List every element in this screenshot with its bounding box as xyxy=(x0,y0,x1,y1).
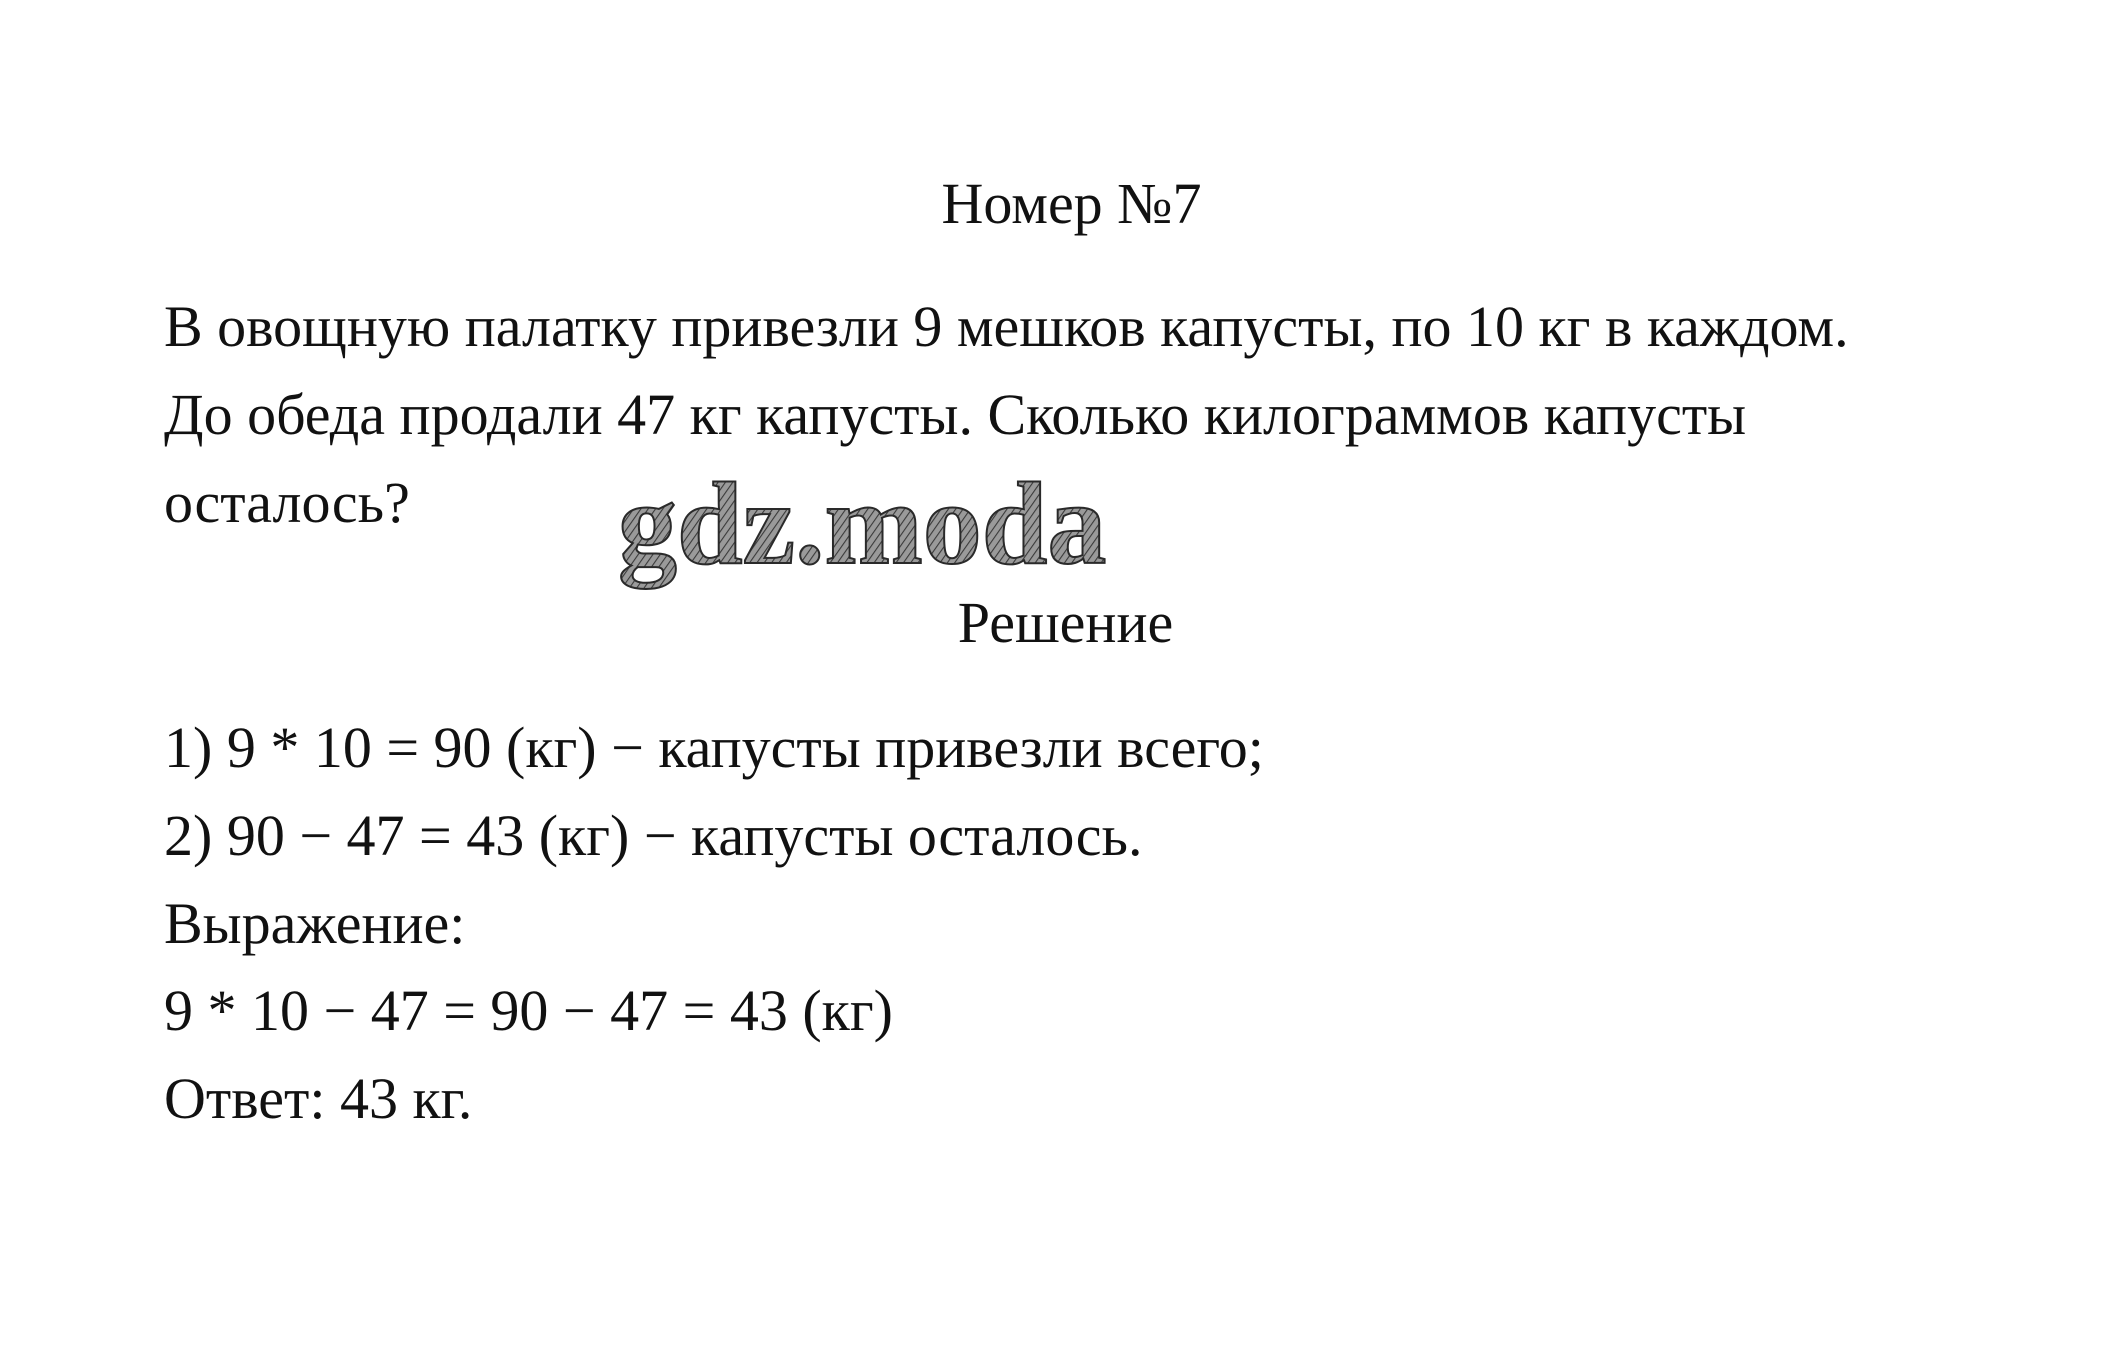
watermark-logo xyxy=(612,455,1232,605)
problem-text-line-3: осталось? xyxy=(164,470,410,535)
problem-title: Номер №7 xyxy=(941,171,1202,236)
problem-text-line-1: В овощную палатку привезли 9 мешков капусты, по 10 кг в каждом. xyxy=(164,294,1849,359)
watermark-text: gdz.moda xyxy=(618,458,1107,589)
expression: 9 * 10 − 47 = 90 − 47 = 43 (кг) xyxy=(164,978,893,1043)
problem-text-line-2: До обеда продали 47 кг капусты. Сколько килограммов капусты xyxy=(164,382,1747,447)
expression-label: Выражение: xyxy=(164,891,466,956)
solution-heading: Решение xyxy=(957,590,1174,655)
solution-step-1: 1) 9 * 10 = 90 (кг) − капусты привезли всего; xyxy=(164,715,1264,780)
answer: Ответ: 43 кг. xyxy=(164,1066,473,1131)
solution-step-2: 2) 90 − 47 = 43 (кг) − капусты осталось. xyxy=(164,803,1143,868)
